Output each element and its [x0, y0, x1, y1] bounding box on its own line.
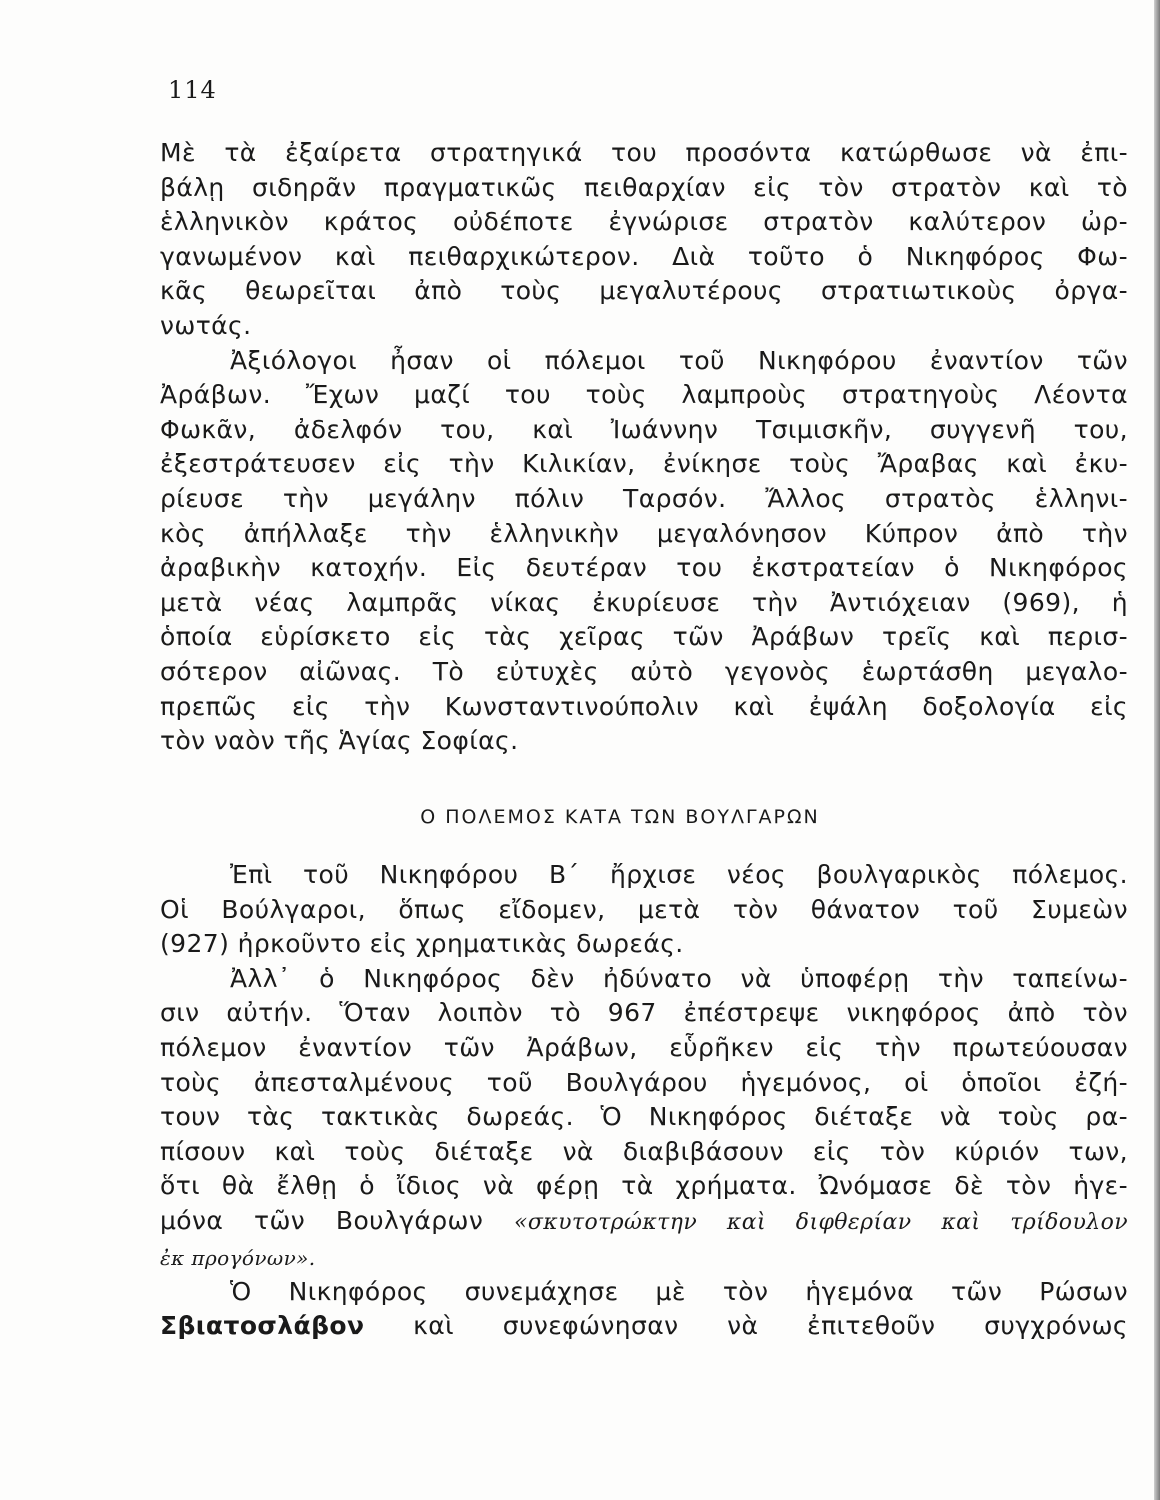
text-fragment: μόνα τῶν Βουλγάρων: [160, 1205, 484, 1235]
text-line: σιν αὐτήν. Ὅταν λοιπὸν τὸ 967 ἐπέστρεψε νικηφόρος ἀπὸ τὸν: [160, 998, 1128, 1028]
text-line: (927) ἠρκοῦντο εἰς χρηματικὰς δωρεάς.: [160, 929, 684, 959]
text-line: ἐξεστράτευσεν εἰς τὴν Κιλικίαν, ἐνίκησε τοὺς Ἄραβας καὶ ἐκυ-: [160, 449, 1128, 479]
text-line: σότερον αἰῶνας. Τὸ εὐτυχὲς αὐτὸ γεγονὸς ἑωρτάσθη μεγαλο-: [160, 656, 1128, 686]
text-line: ἀραβικὴν κατοχήν. Εἰς δευτέραν του ἐκστρατείαν ὁ Νικηφόρος: [160, 553, 1128, 583]
text-fragment: καὶ συνεφώνησαν νὰ ἐπιτεθοῦν συγχρόνως: [413, 1311, 1128, 1341]
text-line: τὸν ναὸν τῆς Ἁγίας Σοφίας.: [160, 726, 519, 756]
text-line: Ἐπὶ τοῦ Νικηφόρου Β΄ ἤρχισε νέος βουλγαρικὸς πόλεμος.: [230, 860, 1128, 889]
text-line: ὅτι θὰ ἔλθῃ ὁ ἴδιος νὰ φέρῃ τὰ χρήματα. Ὠνόμασε δὲ τὸν ἡγε-: [160, 1171, 1128, 1201]
text-line: τουν τὰς τακτικὰς δωρεάς. Ὁ Νικηφόρος διέταξε νὰ τοὺς ρα-: [160, 1102, 1128, 1132]
page-number: 114: [168, 76, 217, 104]
text-line: ἑλληνικὸν κράτος οὐδέποτε ἐγνώρισε στρατὸν καλύτερον ὠρ-: [160, 207, 1128, 237]
text-line: γανωμένον καὶ πειθαρχικώτερον. Διὰ τοῦτο ὁ Νικηφόρος Φω-: [160, 241, 1128, 271]
text-line: Ἀλλ᾽ ὁ Νικηφόρος δὲν ἠδύνατο νὰ ὑποφέρῃ τὴν ταπείνω-: [230, 963, 1128, 993]
text-line: κὸς ἀπήλλαξε τὴν ἑλληνικὴν μεγαλόνησον Κύπρον ἀπὸ τὴν: [160, 518, 1128, 548]
italic-quote: «σκυτοτρώκτην καὶ διφθερίαν καὶ τρίδουλον: [514, 1209, 1128, 1235]
text-line: πόλεμον ἐναντίον τῶν Ἀράβων, εὗρῆκεν εἰς τὴν πρωτεύουσαν: [160, 1032, 1128, 1062]
text-line: μετὰ νέας λαμπρᾶς νίκας ἐκυρίευσε τὴν Ἀντιόχειαν (969), ἡ: [160, 587, 1128, 617]
text-line: τοὺς ἀπεσταλμένους τοῦ Βουλγάρου ἡγεμόνος, οἱ ὁποῖοι ἐζή-: [160, 1067, 1128, 1097]
italic-quote-end: ἐκ προγόνων».: [160, 1245, 316, 1270]
text-line: Μὲ τὰ ἐξαίρετα στρατηγικά του προσόντα κατώρθωσε νὰ ἐπι-: [160, 138, 1128, 167]
text-line: πρεπῶς εἰς τὴν Κωνσταντινούπολιν καὶ ἐψάλη δοξολογία εἰς: [160, 691, 1128, 721]
text-line: Φωκᾶν, ἀδελφόν του, καὶ Ἰωάννην Τσιμισκῆν, συγγενῆ του,: [160, 414, 1128, 444]
text-line: βάλῃ σιδηρᾶν πραγματικῶς πειθαρχίαν εἰς τὸν στρατὸν καὶ τὸ: [160, 172, 1128, 202]
text-line-with-quote: [160, 1204, 1128, 1241]
bold-name: Σβιατοσλάβον: [160, 1311, 365, 1341]
text-line: πίσουν καὶ τοὺς διέταξε νὰ διαβιβάσουν εἰς τὸν κύριόν των,: [160, 1136, 1128, 1166]
text-line: Ὁ Νικηφόρος συνεμάχησε μὲ τὸν ἡγεμόνα τῶν Ρώσων: [230, 1276, 1128, 1306]
text-line: ρίευσε τὴν μεγάλην πόλιν Ταρσόν. Ἄλλος στρατὸς ἑλληνι-: [160, 483, 1128, 513]
text-line: Οἱ Βούλγαροι, ὅπως εἴδομεν, μετὰ τὸν θάνατον τοῦ Συμεὼν: [160, 894, 1128, 924]
paragraph-block-bulgarian-war: [160, 858, 1128, 1344]
text-line: κᾶς θεωρεῖται ἀπὸ τοὺς μεγαλυτέρους στρατιωτικοὺς ὀργα-: [160, 276, 1128, 306]
paragraph-block-nikephoros-campaigns: [160, 136, 1128, 759]
text-line-with-bold-name: [160, 1309, 1128, 1344]
text-line: Ἀξιόλογοι ἦσαν οἱ πόλεμοι τοῦ Νικηφόρου ἐναντίον τῶν: [230, 345, 1128, 375]
text-line: Ἀράβων. Ἔχων μαζί του τοὺς λαμπροὺς στρατηγοὺς Λέοντα: [160, 380, 1128, 410]
text-line: νωτάς.: [160, 310, 252, 340]
text-line: ὁποία εὑρίσκετο εἰς τὰς χεῖρας τῶν Ἀράβων τρεῖς καὶ περισ-: [160, 622, 1128, 652]
section-heading: Ο ΠΟΛΕΜΟΣ ΚΑΤΑ ΤΩΝ ΒΟΥΛΓΑΡΩΝ: [420, 806, 820, 828]
page-edge-shadow: [1154, 0, 1160, 1500]
